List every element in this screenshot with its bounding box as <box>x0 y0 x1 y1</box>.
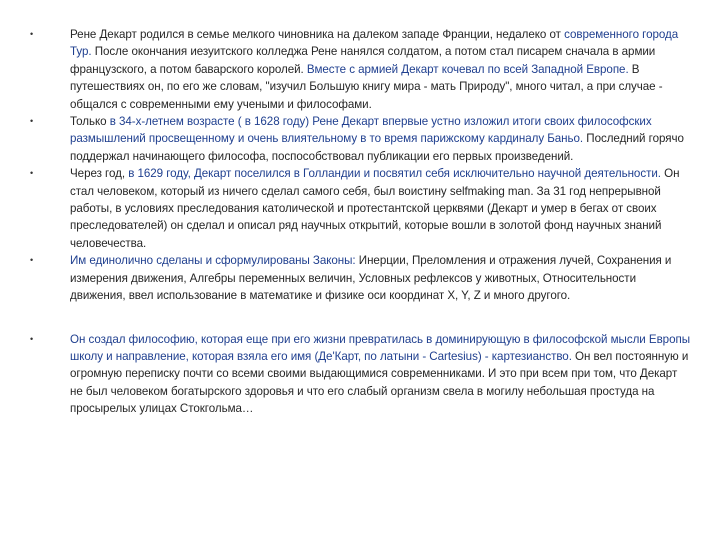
bullet-dot-icon: • <box>30 116 34 127</box>
highlight-segment: в 1629 году, Декарт поселился в Голландии и посвятил себя исключительно научной деятельности. <box>128 167 661 181</box>
bullet-dot-icon: • <box>30 333 34 344</box>
highlight-segment: Им единолично сделаны и сформулированы Законы: <box>70 254 356 268</box>
bullet-item-philosophy <box>30 331 690 418</box>
text-segment: Последний горячо поддержал начинающего философа, поспособствовал публикации его первых произведений. <box>70 132 684 163</box>
text-segment: В путешествиях он, по его же словам, "изучил Большую книгу мира - мать Природу", много читал, а при случае - общался с современными ему учеными и философами. <box>70 62 663 111</box>
text-segment: Он стал человеком, который из ничего сделал самого себя, был воистину selfmaking man. За 31 год непрерывной работы, в условиях преследования католической и протестантской церквями (Декарт и умер в бегах от своих преследователей) он сделал и описал ряд научных открытий, которые вошли в золотой фонд научных знаний человечества. <box>70 167 680 250</box>
bullet-item-1628 <box>30 113 690 165</box>
text-segment: Инерции, Преломления и отражения лучей, Сохранения и измерения движения, Алгебры переменных величин, Условных рефлексов у животных, Относительности движения, ввел использование в математике и физике оси координат X, Y, Z и много другого. <box>70 254 672 303</box>
text-segment: Он вел постоянную и огромную переписку почти со всеми своими выдающимися современниками. И это при всем при том, что Декарт не был человеком богатырского здоровья и что его слабый организм свела в могилу небольшая простуда на просырелых улицах Стокгольма… <box>70 349 689 416</box>
bullet-list <box>30 26 690 418</box>
text-segment: Рене Декарт родился в семье мелкого чиновника на далеком западе Франции, недалеко от <box>70 28 561 41</box>
bullet-dot-icon: • <box>30 168 34 179</box>
bullet-item-1629 <box>30 165 690 252</box>
text-segment: Только <box>70 115 110 129</box>
highlight-segment: современного города Тур. <box>70 28 679 59</box>
bullet-dot-icon: • <box>30 255 34 266</box>
bullet-item-birth <box>30 26 690 113</box>
highlight-segment: Вместе с армией Декарт кочевал по всей Западной Европе. <box>306 62 629 76</box>
bullet-item-laws <box>30 252 690 304</box>
highlight-segment: Он создал философию, которая еще при его жизни превратилась в доминирующую в философской мысли Европы школу и направление, которая взяла его имя (Де'Карт, по латыни - Cartesius) - картезианство. <box>70 332 690 363</box>
highlight-segment: в 34-х-летнем возрасте ( в 1628 году) Рене Декарт впервые устно изложил итоги своих философских размышлений просвещенному и очень влиятельному в то время парижскому кардиналу Баньо. <box>70 115 652 146</box>
bullet-dot-icon: • <box>30 29 34 39</box>
text-segment: Через год, <box>70 167 129 181</box>
text-segment: После окончания иезуитского колледжа Рене нанялся солдатом, а потом стал писарем сначала в армии французского, а потом баварского королей. <box>70 45 656 76</box>
